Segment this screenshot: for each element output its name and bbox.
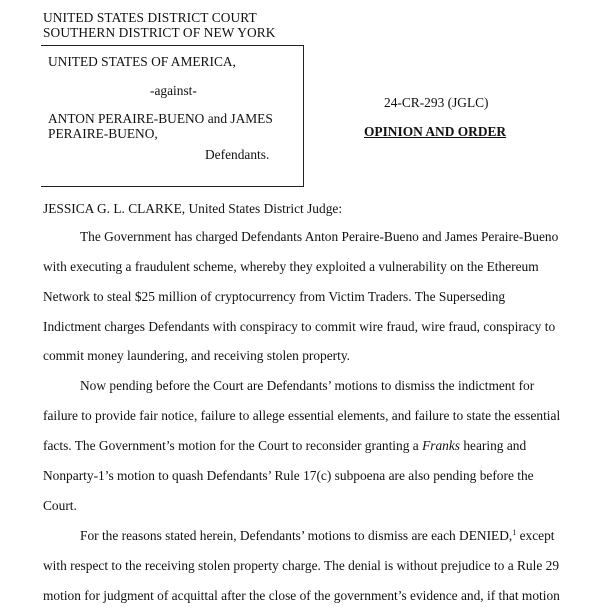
body-line xyxy=(80,528,555,544)
body-line: with respect to the receiving stolen property charge. The denial is without prejudice to a Rule 29 xyxy=(43,558,560,573)
body-line: Now pending before the Court are Defendants’ motions to dismiss the indictment for xyxy=(80,378,535,393)
body-text: facts. The Government’s motion for the Court to reconsider granting a xyxy=(43,438,423,453)
body-line: commit money laundering, and receiving stolen property. xyxy=(43,348,351,363)
body-text: For the reasons stated herein, Defendants’ motions to dismiss are each DENIED, xyxy=(80,528,513,543)
plaintiff-name: UNITED STATES OF AMERICA, xyxy=(48,54,236,69)
body-line: The Government has charged Defendants Anton Peraire-Bueno and James Peraire-Bueno xyxy=(80,229,559,244)
judge-line: JESSICA G. L. CLARKE, United States District Judge: xyxy=(43,201,343,216)
body-line: Indictment charges Defendants with conspiracy to commit wire fraud, wire fraud, conspiracy to xyxy=(43,319,556,334)
case-name-italic: Franks xyxy=(422,438,460,453)
court-name: UNITED STATES DISTRICT COURT xyxy=(43,10,257,25)
defendants-label: Defendants. xyxy=(205,147,270,162)
court-heading xyxy=(43,10,276,40)
body-line: motion for judgment of acquittal after the close of the government’s evidence and, if that motion xyxy=(43,588,560,603)
body-line: with executing a fraudulent scheme, whereby they exploited a vulnerability on the Ethereum xyxy=(43,259,539,274)
body-line: Network to steal $25 million of cryptocurrency from Victim Traders. The Superseding xyxy=(43,289,506,304)
defendant-names xyxy=(48,111,273,141)
body-line xyxy=(43,438,526,454)
defendant-names-line1: ANTON PERAIRE-BUENO and JAMES xyxy=(48,111,273,126)
body-line: Court. xyxy=(43,498,77,513)
court-district: SOUTHERN DISTRICT OF NEW YORK xyxy=(43,25,276,40)
defendant-names-line2: PERAIRE-BUENO, xyxy=(48,126,158,141)
body-text: except xyxy=(516,528,555,543)
document-title: OPINION AND ORDER xyxy=(364,124,507,139)
body-line: Nonparty-1’s motion to quash Defendants’ Rule 17(c) subpoena are also pending before the xyxy=(43,468,534,483)
against-label: -against- xyxy=(150,83,197,98)
body-text: hearing and xyxy=(460,438,527,453)
case-number: 24-CR-293 (JGLC) xyxy=(384,95,489,110)
body-line: failure to provide fair notice, failure to allege essential elements, and failure to state the essential xyxy=(43,408,561,423)
footnote-marker[interactable]: 1 xyxy=(512,528,517,537)
